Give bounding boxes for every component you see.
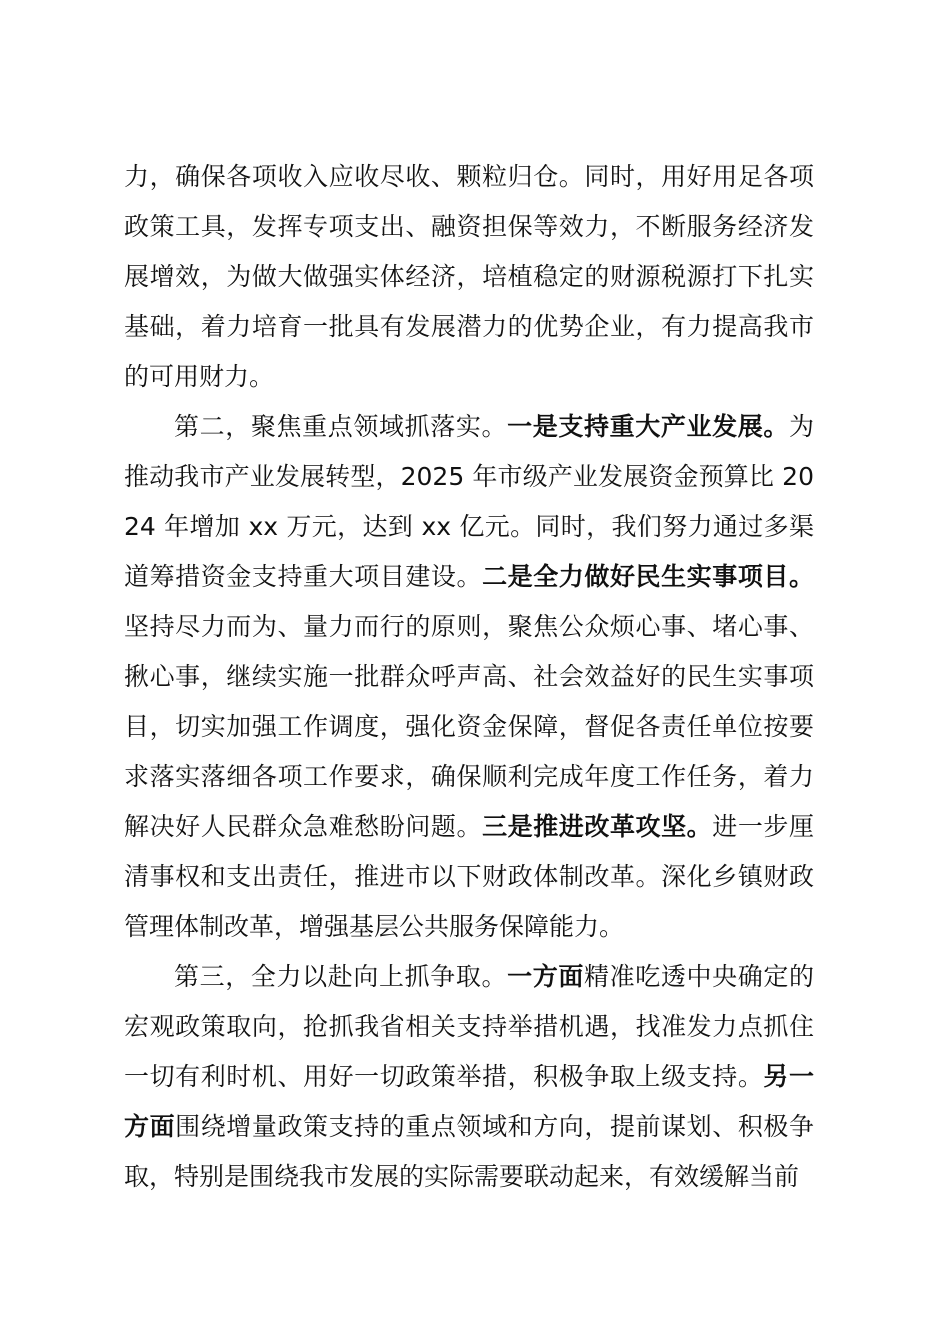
bold-heading-text: 另一方面: [124, 1062, 814, 1141]
text-run: 精准吃透中央确定的宏观政策取向，抢抓我省相关支持举措机遇，找准发力点抓住一切有利时机、用好一切政策举措，积极争取上级支持。: [124, 962, 814, 1091]
text-run: 坚持尽力而为、量力而行的原则，聚焦公众烦心事、堵心事、揪心事，继续实施一批群众呼声高、社会效益好的民生实事项目，切实加强工作调度，强化资金保障，督促各责任单位按要求落实落细各项工作要求，确保顺利完成年度工作任务，着力解决好人民群众急难愁盼问题。: [124, 612, 814, 841]
paragraph-focus-key-areas: [124, 402, 814, 952]
paragraph-seek-support: [124, 952, 814, 1202]
bold-heading-text: 二是全力做好民生实事项目。: [482, 562, 814, 591]
text-run: 围绕增量政策支持的重点领域和方向，提前谋划、积极争取，特别是围绕我市发展的实际需要联动起来，有效缓解当前: [124, 1112, 814, 1191]
text-run: 为推动我市产业发展转型，2025 年市级产业发展资金预算比 2024 年增加 xx 万元，达到 xx 亿元。同时，我们努力通过多渠道筹措资金支持重大项目建设。: [124, 412, 814, 591]
text-run: 第三，全力以赴向上抓争取。: [174, 962, 508, 991]
text-run: 进一步厘清事权和支出责任，推进市以下财政体制改革。深化乡镇财政管理体制改革，增强基层公共服务保障能力。: [124, 812, 814, 941]
paragraph-continuation: [124, 152, 814, 402]
bold-heading-text: 一是支持重大产业发展。: [507, 412, 789, 441]
bold-heading-text: 一方面: [507, 962, 584, 991]
bold-heading-text: 三是推进改革攻坚。: [482, 812, 713, 841]
text-run: 力，确保各项收入应收尽收、颗粒归仓。同时，用好用足各项政策工具，发挥专项支出、融资担保等效力，不断服务经济发展增效，为做大做强实体经济，培植稳定的财源税源打下扎实基础，着力培育一批具有发展潜力的优势企业，有力提高我市的可用财力。: [124, 162, 814, 391]
text-run: 第二，聚焦重点领域抓落实。: [174, 412, 508, 441]
body-text: [124, 152, 814, 1202]
